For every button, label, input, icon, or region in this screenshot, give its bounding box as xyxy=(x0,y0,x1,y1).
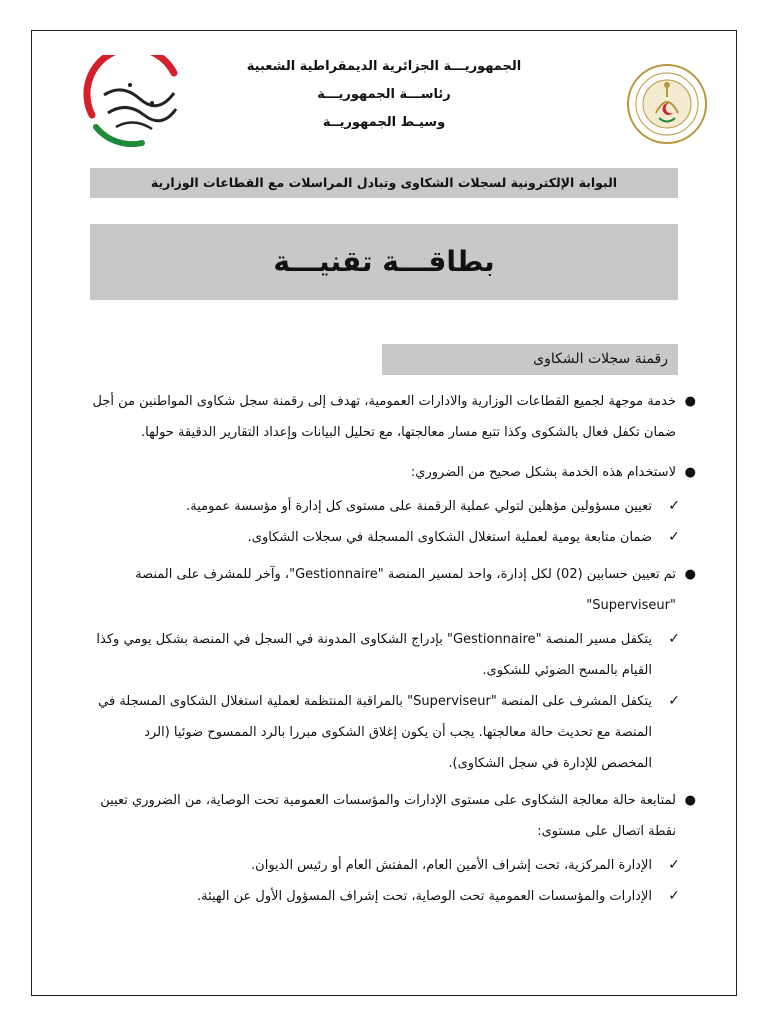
header-titles xyxy=(212,53,556,137)
bullet-icon: ● xyxy=(684,567,696,582)
paragraph-2 xyxy=(90,457,696,488)
national-seal-icon xyxy=(626,63,708,145)
header-presidency: رئاســـة الجمهوريـــة xyxy=(317,87,451,102)
bullet-icon: ● xyxy=(684,793,696,808)
list-item xyxy=(90,491,696,522)
paragraph-3 xyxy=(90,559,696,621)
paragraph-4 xyxy=(90,785,696,847)
checkmark-icon: ✓ xyxy=(668,631,680,647)
list-item-text: ضمان متابعة يومية لعملية استغلال الشكاوى المسجلة في سجلات الشكاوى. xyxy=(247,530,652,545)
header-mediator: وسيـط الجمهوريــة xyxy=(322,115,446,130)
list-item xyxy=(90,686,696,779)
paragraph-1 xyxy=(90,386,696,448)
main-title: بطاقـــة تقنيـــة xyxy=(90,224,678,300)
list-item-text: يتكفل مسير المنصة "Gestionnaire" بإدراج الشكاوى المدونة في السجل في المنصة بشكل يومي وكذا القيام بالمسح الضوئي للشكوى. xyxy=(96,632,652,678)
list-item-text: الإدارات والمؤسسات العمومية تحت الوصاية، تحت إشراف المسؤول الأول عن الهيئة. xyxy=(196,889,652,904)
portal-title-bar: البوابة الإلكترونية لسجلات الشكاوى وتبادل المراسلات مع القطاعات الوزارية xyxy=(90,168,678,198)
paragraph-text: لاستخدام هذه الخدمة بشكل صحيح من الضروري: xyxy=(410,465,676,480)
header-republic: الجمهوريـــة الجزائرية الديمقراطية الشعبية xyxy=(246,59,522,74)
list-item xyxy=(90,881,696,912)
list-item xyxy=(90,522,696,553)
letterhead xyxy=(32,45,736,155)
checkmark-icon: ✓ xyxy=(668,529,680,545)
list-item-text: الإدارة المركزية، تحت إشراف الأمين العام، المفتش العام أو رئيس الديوان. xyxy=(251,858,652,873)
paragraph-text: تم تعيين حسابين (02) لكل إدارة، واحد لمسير المنصة "Gestionnaire"، وآخر للمشرف على المنصة "Superviseur" xyxy=(135,567,676,613)
list-item-text: يتكفل المشرف على المنصة "Superviseur" بالمراقبة المنتظمة لعملية استغلال الشكاوى المسجلة في المنصة مع تحديث حالة معالجتها. يجب أن يكون إغلاق الشكوى مبررا بالرد الممسوح ضوئيا (الرد المخصص للإدارة في سجل الشكاوى). xyxy=(98,694,652,771)
document-body xyxy=(90,386,696,912)
checkmark-icon: ✓ xyxy=(668,498,680,514)
checkmark-icon: ✓ xyxy=(668,857,680,873)
bullet-icon: ● xyxy=(684,394,696,409)
checkmark-icon: ✓ xyxy=(668,888,680,904)
checkmark-icon: ✓ xyxy=(668,693,680,709)
list-item xyxy=(90,624,696,686)
list-item xyxy=(90,850,696,881)
bullet-icon: ● xyxy=(684,465,696,480)
list-item-text: تعيين مسؤولين مؤهلين لتولي عملية الرقمنة على مستوى كل إدارة أو مؤسسة عمومية. xyxy=(186,499,652,514)
page-frame xyxy=(31,30,737,996)
paragraph-text: لمتابعة حالة معالجة الشكاوى على مستوى الإدارات والمؤسسات العمومية تحت الوصاية، من الضروري تعيين نقطة اتصال على مستوى: xyxy=(100,793,676,839)
paragraph-text: خدمة موجهة لجميع القطاعات الوزارية والادارات العمومية، تهدف إلى رقمنة سجل شكاوى المواطنين من أجل ضمان تكفل فعال بالشكوى وكذا تتبع مسار معالجتها، مع تحليل البيانات وإعداد التقارير الدقيقة حولها. xyxy=(92,394,676,440)
section-title: رقمنة سجلات الشكاوى xyxy=(382,344,678,375)
mediator-logo xyxy=(82,55,194,147)
